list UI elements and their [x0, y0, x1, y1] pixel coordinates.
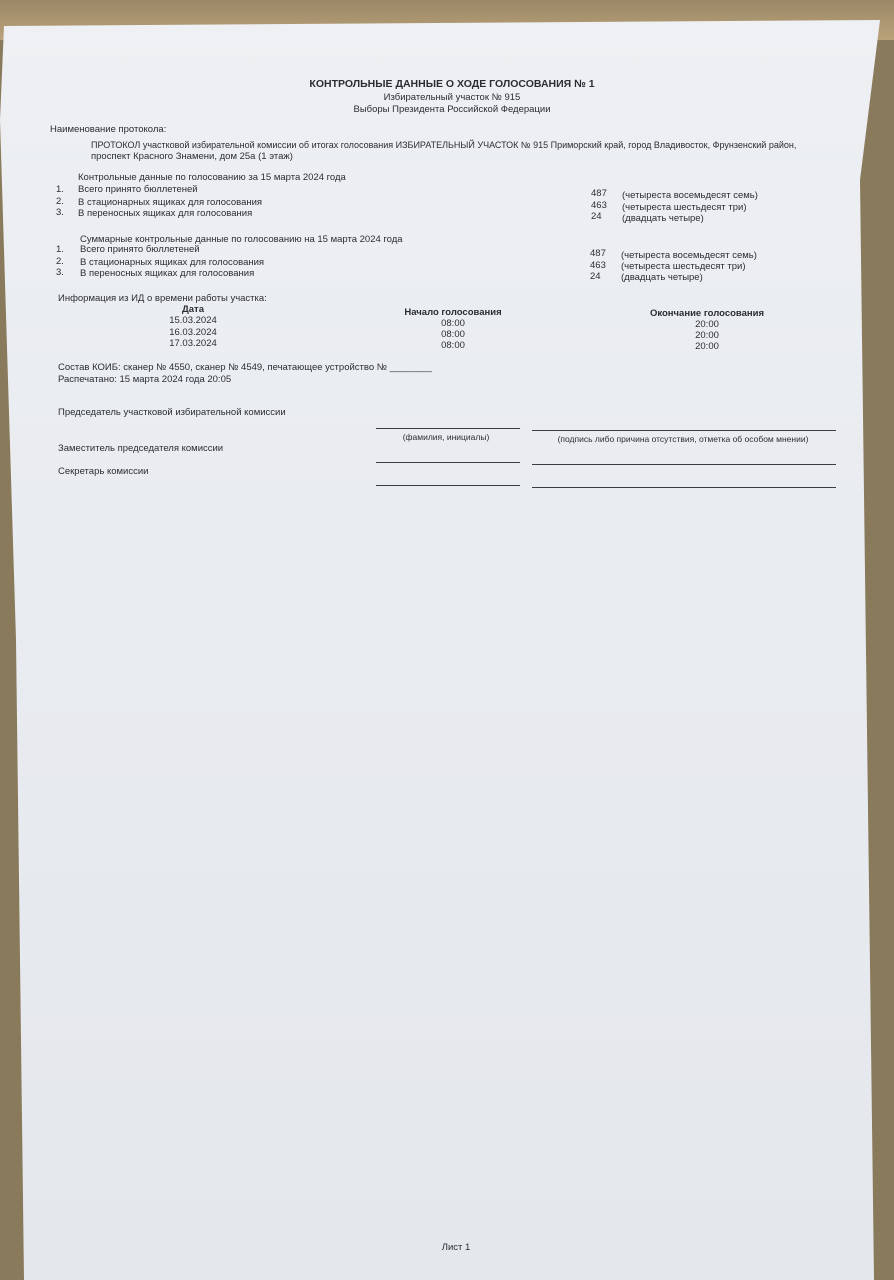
secretary-name-line	[376, 485, 520, 486]
chairman-signature-line	[532, 430, 836, 431]
hours-date: 17.03.2024	[169, 338, 217, 349]
hours-col-date: Дата	[182, 304, 204, 315]
control-row-num: 3.	[56, 207, 64, 218]
signature-caption: (подпись либо причина отсутствия, отметка об особом мнении)	[557, 434, 809, 444]
summary-row-num: 1.	[56, 244, 64, 255]
polling-station-subtitle: Избирательный участок № 915	[383, 92, 521, 103]
chairman-name-line	[376, 428, 520, 429]
summary-row-label: В переносных ящиках для голосования	[80, 268, 255, 279]
hours-start: 08:00	[441, 318, 465, 329]
name-caption: (фамилия, инициалы)	[402, 432, 490, 442]
summary-row-label: Всего принято бюллетеней	[80, 244, 200, 255]
summary-row-value: 24	[590, 271, 601, 282]
sheet-number: Лист 1	[441, 1242, 471, 1253]
hours-end: 20:00	[695, 330, 719, 341]
summary-row-label: В стационарных ящиках для голосования	[80, 257, 265, 268]
summary-row-words: (четыреста шестьдесят три)	[621, 261, 746, 272]
control-row-num: 2.	[56, 196, 64, 207]
control-data-heading: Контрольные данные по голосованию за 15 марта 2024 года	[78, 172, 346, 183]
chairman-label: Председатель участковой избирательной комиссии	[58, 407, 286, 418]
hours-end: 20:00	[695, 341, 719, 352]
control-row-label: Всего принято бюллетеней	[78, 184, 198, 195]
printed-timestamp: Распечатано: 15 марта 2024 года 20:05	[58, 374, 232, 385]
hours-col-end: Окончание голосования	[649, 308, 765, 319]
control-row-words: (четыреста шестьдесят три)	[622, 202, 747, 213]
summary-row-words: (четыреста восемьдесят семь)	[621, 250, 757, 261]
control-row-words: (четыреста восемьдесят семь)	[622, 190, 758, 201]
protocol-line-2: проспект Красного Знамени, дом 25а (1 этаж)	[91, 151, 293, 162]
summary-data-heading: Суммарные контрольные данные по голосованию на 15 марта 2024 года	[80, 234, 403, 245]
hours-date: 15.03.2024	[169, 315, 217, 326]
protocol-line-1: ПРОТОКОЛ участковой избирательной комиссии об итогах голосования ИЗБИРАТЕЛЬНЫЙ УЧАСТОК № 915 Приморский край, город Владивосток, Фрунзенский район,	[91, 140, 797, 150]
document-title: КОНТРОЛЬНЫЕ ДАННЫЕ О ХОДЕ ГОЛОСОВАНИЯ № 1	[309, 78, 595, 90]
protocol-label: Наименование протокола:	[50, 124, 167, 135]
deputy-signature-line	[532, 464, 836, 465]
control-row-num: 1.	[56, 184, 64, 195]
control-row-words: (двадцать четыре)	[622, 213, 704, 224]
summary-row-num: 2.	[56, 256, 64, 267]
hours-col-start: Начало голосования	[404, 307, 502, 318]
summary-row-words: (двадцать четыре)	[621, 272, 703, 283]
hours-start: 08:00	[441, 340, 465, 351]
deputy-label: Заместитель председателя комиссии	[58, 443, 224, 454]
control-row-value: 463	[591, 200, 607, 211]
hours-start: 08:00	[441, 329, 465, 340]
koib-composition: Состав КОИБ: сканер № 4550, сканер № 4549, печатающее устройство № ________	[58, 362, 432, 373]
control-row-label: В стационарных ящиках для голосования	[78, 197, 263, 208]
hours-date: 16.03.2024	[169, 327, 217, 338]
summary-row-num: 3.	[56, 267, 64, 278]
hours-heading: Информация из ИД о времени работы участка:	[58, 293, 267, 304]
summary-row-value: 463	[590, 260, 606, 271]
summary-row-value: 487	[590, 248, 606, 259]
control-row-label: В переносных ящиках для голосования	[78, 208, 253, 219]
deputy-name-line	[376, 462, 520, 463]
control-row-value: 24	[591, 211, 602, 222]
control-row-value: 487	[591, 188, 607, 199]
election-name: Выборы Президента Российской Федерации	[353, 104, 551, 115]
secretary-signature-line	[532, 487, 836, 488]
hours-end: 20:00	[695, 319, 719, 330]
secretary-label: Секретарь комиссии	[58, 466, 149, 477]
